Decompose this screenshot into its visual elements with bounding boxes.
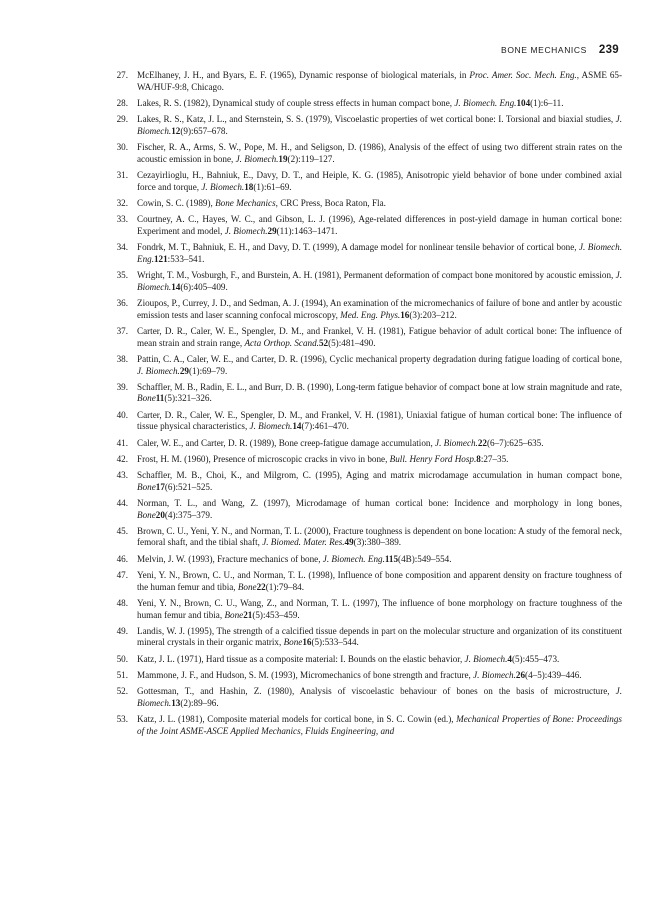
reference-journal: J. Biomech. Eng. — [322, 553, 385, 564]
page-number: 239 — [598, 44, 619, 56]
reference-text: Schaffler, M. B., Choi, K., and Milgrom, C. (1995), Aging and matrix microdamage accumulation in human compact bone, — [137, 469, 622, 480]
reference-number: 48. — [116, 597, 128, 608]
reference-number: 51. — [116, 669, 128, 680]
reference-number: 39. — [116, 381, 128, 392]
reference-volume: 29 — [267, 225, 277, 236]
reference-journal: Bone — [283, 637, 303, 648]
reference-journal: J. Biomech. — [435, 437, 478, 448]
reference-number: 36. — [116, 297, 128, 308]
reference-number: 45. — [116, 525, 128, 536]
reference-number: 35. — [116, 269, 128, 280]
reference-text: Landis, W. J. (1995), The strength of a calcified tissue depends in part on the molecular structure and organization of its constituent mineral crystals in their organic matrix, — [137, 625, 622, 648]
reference-journal: Bull. Henry Ford Hosp. — [389, 453, 477, 464]
reference-text: Lakes, R. S. (1982), Dynamical study of couple stress effects in human compact bone, — [137, 97, 455, 108]
reference-text: Fondrk, M. T., Bahniuk, E. H., and Davy, D. T. (1999), A damage model for nonlinear tensile behavior of cortical bone, — [137, 241, 579, 252]
reference-number: 27. — [116, 70, 128, 80]
reference-journal: J. Biomech. — [224, 225, 268, 236]
reference-pages: :533–541. — [167, 253, 205, 264]
reference-text: Wright, T. M., Vosburgh, F., and Burstein, A. H. (1981), Permanent deformation of compact bone monitored by acoustic emission, — [137, 269, 616, 280]
reference-item — [108, 686, 622, 710]
reference-number: 41. — [116, 437, 128, 448]
reference-item — [108, 626, 622, 650]
reference-journal: J. Biomech. — [137, 269, 622, 292]
reference-number: 29. — [116, 114, 128, 125]
reference-text: Lakes, R. S., Katz, J. L., and Sternstein, S. S. (1979), Viscoelastic properties of wet cortical bone: I. Torsional and biaxial studies, — [137, 114, 616, 125]
reference-item — [108, 410, 622, 434]
reference-volume: 20 — [155, 509, 165, 520]
reference-pages: (11):1463–1471. — [276, 225, 338, 236]
reference-text: Cezayirlioglu, H., Bahniuk, E., Davy, D. T., and Heiple, K. G. (1985), Anisotropic yield behavior of bone under combined axial force and torque, — [137, 169, 622, 192]
reference-pages: :27–35. — [480, 453, 509, 464]
reference-item — [108, 198, 622, 210]
reference-text: Frost, H. M. (1960), Presence of microscopic cracks in vivo in bone, — [137, 453, 390, 464]
reference-text: Fischer, R. A., Arms, S. W., Pope, M. H., and Seligson, D. (1986), Analysis of the effect of using two different strain rates on the acoustic emission in bone, — [137, 142, 622, 164]
reference-text: Cowin, S. C. (1989), — [137, 197, 216, 208]
reference-item — [108, 526, 622, 550]
reference-pages: , ASME 65-WA/HUF-9:8, Chicago. — [137, 70, 623, 92]
reference-number: 38. — [116, 353, 128, 364]
reference-pages: (7):461–470. — [301, 421, 349, 432]
reference-pages: , CRC Press, Boca Raton, Fla. — [275, 197, 386, 208]
reference-number: 40. — [116, 409, 128, 420]
reference-text: Courtney, A. C., Hayes, W. C., and Gibson, L. J. (1996), Age-related differences in post-yield damage in human cortical bone: Experiment and model, — [137, 214, 622, 236]
reference-item — [108, 554, 622, 566]
reference-journal: Acta Orthop. Scand. — [244, 337, 319, 348]
reference-pages: (2):89–96. — [180, 697, 219, 708]
reference-volume: 8 — [476, 453, 481, 464]
reference-pages: (1):61–69. — [253, 181, 292, 192]
reference-journal: Bone — [237, 581, 257, 592]
reference-pages: (3):380–389. — [353, 537, 402, 548]
reference-text: Zioupos, P., Currey, J. D., and Sedman, A. J. (1994), An examination of the micromechanics of failure of bone and antler by acoustic emission tests and laser scanning confocal microscopy, — [137, 297, 622, 320]
reference-number: 37. — [116, 325, 128, 336]
reference-journal: J. Biomed. Mater. Res. — [262, 537, 345, 548]
reference-item — [108, 70, 622, 94]
reference-journal: Mechanical Properties of Bone: Proceedings of the Joint ASME-ASCE Applied Mechanics, Fluids Engineering, and — [137, 713, 622, 736]
reference-volume: 12 — [171, 125, 181, 136]
reference-text: Yeni, Y. N., Brown, C. U., and Norman, T. L. (1998), Influence of bone composition and apparent density on fracture toughness of the human femur and tibia, — [137, 569, 622, 592]
reference-text: Caler, W. E., and Carter, D. R. (1989), Bone creep-fatigue damage accumulation, — [137, 437, 436, 448]
reference-number: 32. — [116, 197, 128, 208]
reference-number: 52. — [116, 685, 128, 696]
reference-pages: (5):455–473. — [511, 653, 560, 664]
reference-journal: J. Biomech. — [235, 153, 279, 164]
reference-volume: 11 — [155, 393, 165, 404]
reference-pages: (9):657–678. — [180, 125, 228, 136]
reference-number: 30. — [116, 142, 128, 153]
reference-item — [108, 114, 622, 138]
reference-item — [108, 298, 622, 322]
reference-pages: (5):321–326. — [164, 393, 212, 404]
reference-journal: Med. Eng. Phys. — [340, 309, 401, 320]
reference-number: 50. — [116, 653, 128, 664]
reference-pages: (5):481–490. — [328, 337, 376, 348]
reference-pages: (1):79–84. — [265, 581, 305, 592]
reference-volume: 52 — [318, 337, 329, 348]
reference-item — [108, 570, 622, 594]
reference-pages: (6):405–409. — [180, 281, 228, 292]
reference-number: 43. — [116, 469, 128, 480]
reference-item — [108, 454, 622, 466]
reference-journal: Bone — [137, 481, 156, 492]
reference-text: Carter, D. R., Caler, W. E., Spengler, D. M., and Frankel, V. H. (1981), Fatigue behavior of adult cortical bone: The influence of mean strain and strain range, — [137, 325, 622, 348]
reference-text: Schaffler, M. B., Radin, E. L., and Burr, D. B. (1990), Long-term fatigue behavior of compact bone at low strain magnitude and rate, — [137, 381, 622, 392]
reference-journal: Bone — [224, 609, 244, 620]
reference-journal: J. Biomech. Eng. — [454, 97, 517, 108]
reference-volume: 29 — [179, 365, 189, 376]
reference-pages: (6–7):625–635. — [486, 437, 544, 448]
reference-volume: 19 — [278, 153, 288, 164]
reference-journal: J. Biomech. Eng. — [137, 241, 622, 264]
reference-item — [108, 714, 622, 738]
reference-text: McElhaney, J. H., and Byars, E. F. (1965), Dynamic response of biological materials, in — [137, 70, 470, 80]
reference-item — [108, 498, 622, 522]
running-title: BONE MECHANICS — [501, 45, 587, 55]
reference-pages: (1):69–79. — [188, 365, 228, 376]
reference-volume: 4 — [507, 653, 512, 664]
reference-text: Katz, J. L. (1971), Hard tissue as a composite material: I. Bounds on the elastic behavior, — [137, 653, 465, 664]
reference-item — [108, 354, 622, 378]
reference-volume: 22 — [256, 581, 266, 592]
reference-item — [108, 470, 622, 494]
reference-item — [108, 142, 622, 166]
reference-journal: J. Biomech. — [473, 669, 516, 680]
reference-journal: Proc. Amer. Soc. Mech. Eng. — [469, 70, 577, 80]
reference-text: Mammone, J. F., and Hudson, S. M. (1993), Micromechanics of bone strength and fracture, — [137, 669, 474, 680]
reference-item — [108, 654, 622, 666]
reference-journal: J. Biomech. — [201, 181, 245, 192]
reference-number: 44. — [116, 497, 128, 508]
reference-pages: (4B):549–554. — [398, 553, 452, 564]
reference-volume: 14 — [292, 421, 302, 432]
reference-text: Pattin, C. A., Caler, W. E., and Carter, D. R. (1996), Cyclic mechanical property degradation during fatigue loading of cortical bone, — [137, 353, 622, 364]
reference-journal: J. Biomech. — [137, 685, 622, 708]
reference-volume: 26 — [515, 669, 526, 680]
reference-volume: 104 — [516, 97, 531, 108]
reference-text: Yeni, Y. N., Brown, C. U., Wang, Z., and Norman, T. L. (1997), The influence of bone morphology on fracture toughness of the human femur and tibia, — [137, 597, 622, 620]
reference-pages: (5):453–459. — [252, 609, 300, 620]
reference-text: Gottesman, T., and Hashin, Z. (1980), Analysis of viscoelastic behaviour of bones on the basis of microstructure, — [137, 685, 616, 696]
reference-item — [108, 326, 622, 350]
reference-list — [108, 70, 622, 742]
reference-pages: (1):6–11. — [530, 97, 564, 108]
reference-item — [108, 214, 622, 238]
reference-journal: J. Biomech. — [137, 365, 180, 376]
reference-number: 28. — [116, 97, 128, 108]
reference-item — [108, 98, 622, 110]
reference-item — [108, 382, 622, 406]
reference-journal: J. Biomech. — [249, 421, 293, 432]
reference-number: 31. — [116, 169, 128, 180]
reference-pages: (4–5):439–446. — [525, 669, 582, 680]
reference-volume: 115 — [384, 553, 399, 564]
reference-item — [108, 438, 622, 450]
reference-item — [108, 598, 622, 622]
reference-item — [108, 270, 622, 294]
reference-item — [108, 670, 622, 682]
reference-number: 34. — [116, 241, 128, 252]
reference-number: 46. — [116, 553, 128, 564]
reference-pages: (2):119–127. — [287, 153, 335, 164]
reference-text: Brown, C. U., Yeni, Y. N., and Norman, T. L. (2000), Fracture toughness is dependent on bone location: A study of the femoral neck, femoral shaft, and the tibial shaft, — [137, 525, 622, 548]
reference-pages: (5):533–544. — [311, 637, 359, 648]
reference-volume: 14 — [171, 281, 181, 292]
reference-pages: (4):375–379. — [164, 509, 213, 520]
reference-text: Carter, D. R., Caler, W. E., Spengler, D. M., and Frankel, V. H. (1981), Uniaxial fatigue of human cortical bone: The influence of tissue physical characteristics, — [137, 409, 622, 432]
reference-journal: Bone — [137, 509, 156, 520]
reference-item — [108, 170, 622, 194]
reference-volume: 18 — [244, 181, 254, 192]
reference-volume: 16 — [400, 309, 410, 320]
reference-volume: 16 — [302, 637, 312, 648]
reference-pages: (6):521–525. — [164, 481, 213, 492]
reference-number: 42. — [116, 453, 128, 464]
reference-number: 53. — [116, 713, 128, 724]
reference-pages: (3):203–212. — [409, 309, 457, 320]
reference-item — [108, 242, 622, 266]
reference-volume: 17 — [155, 481, 165, 492]
reference-volume: 21 — [243, 609, 253, 620]
running-head — [501, 44, 619, 56]
reference-volume: 13 — [171, 697, 181, 708]
reference-text: Melvin, J. W. (1993), Fracture mechanics of bone, — [137, 553, 323, 564]
reference-journal: J. Biomech. — [137, 114, 622, 136]
reference-volume: 121 — [153, 253, 168, 264]
reference-text: Katz, J. L. (1981), Composite material models for cortical bone, in S. C. Cowin (ed.), — [137, 713, 457, 724]
reference-number: 33. — [116, 214, 128, 225]
reference-volume: 49 — [344, 537, 354, 548]
reference-journal: Bone — [137, 393, 156, 404]
reference-volume: 22 — [477, 437, 487, 448]
reference-number: 49. — [116, 625, 128, 636]
reference-journal: J. Biomech. — [464, 653, 508, 664]
reference-number: 47. — [116, 569, 128, 580]
reference-journal: Bone Mechanics — [215, 197, 276, 208]
reference-text: Norman, T. L., and Wang, Z. (1997), Microdamage of human cortical bone: Incidence and morphology in long bones, — [137, 497, 622, 508]
